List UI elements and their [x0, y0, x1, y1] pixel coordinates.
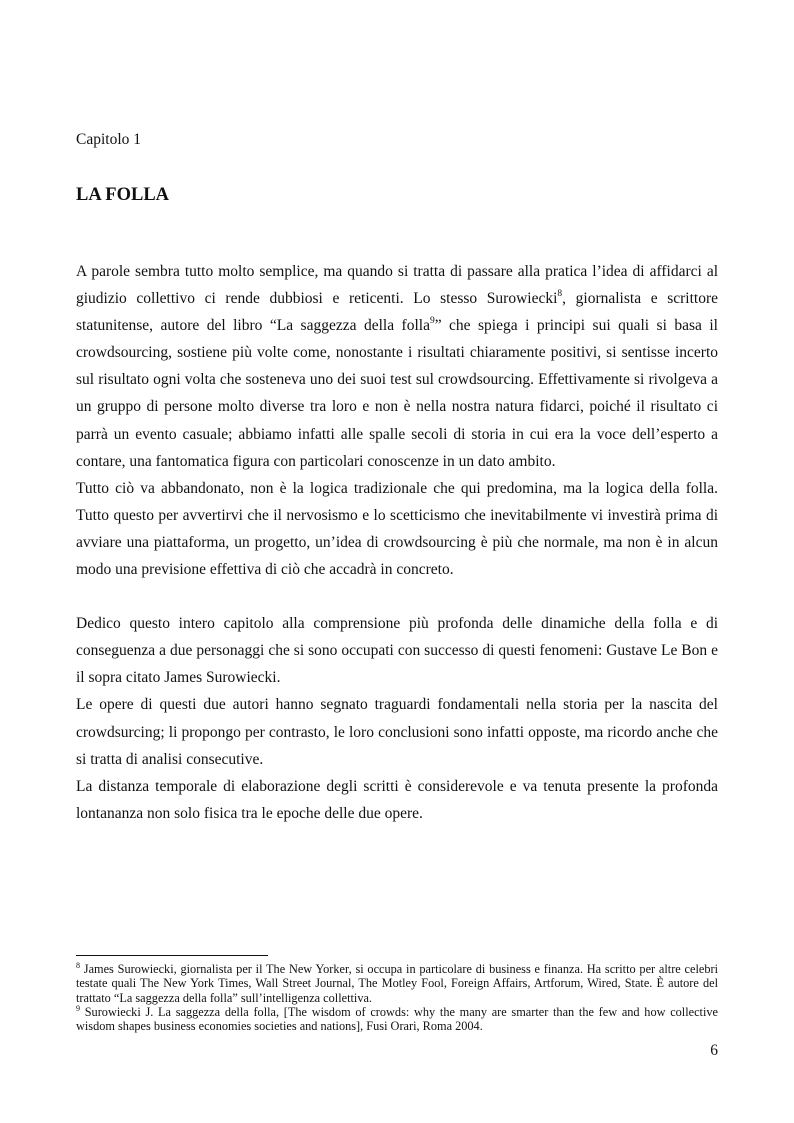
paragraph-1 — [76, 258, 718, 475]
footnote-8 — [76, 962, 718, 1005]
paragraph-2: Tutto ciò va abbandonato, non è la logica tradizionale che qui predomina, ma la logica della folla. Tutto questo per avvertirvi che il nervosismo e lo scetticismo che inevitabilmente vi investirà prima di avviare una piattaforma, un progetto, un’idea di crowdsourcing è più che normale, ma non è in alcun modo una previsione effettiva di ciò che accadrà in concreto. — [76, 479, 718, 579]
footnote-number: 9 — [76, 1003, 80, 1013]
footnote-ref-8[interactable]: 8 — [557, 289, 563, 300]
footnote-9 — [76, 1005, 718, 1034]
page-number: 6 — [710, 1042, 718, 1059]
paragraph-5: La distanza temporale di elaborazione degli scritti è considerevole e va tenuta presente la profonda lontananza non solo fisica tra le epoche delle due opere. — [76, 777, 718, 822]
paragraph-4: Le opere di questi due autori hanno segnato traguardi fondamentali nella storia per la nascita del crowdsurcing; li propongo per contrasto, le loro conclusioni sono infatti opposte, ma ricordo anche che si tratta di analisi consecutive. — [76, 696, 718, 768]
footnote-ref-9[interactable]: 9 — [429, 316, 435, 327]
footnote-divider — [76, 955, 268, 956]
body-text — [76, 258, 718, 827]
paragraph-3: Dedico questo intero capitolo alla comprensione più profonda delle dinamiche della folla e di conseguenza a due personaggi che si sono occupati con successo di questi fenomeni: Gustave Le Bon e il sopra citato James Surowiecki. — [76, 615, 718, 687]
chapter-title: LA FOLLA — [76, 185, 170, 205]
chapter-label: Capitolo 1 — [76, 131, 142, 148]
paragraph-1-part-b: , giornalista e scrittore statunitense, autore del libro “La saggezza della folla — [76, 290, 718, 335]
footnote-text: Surowiecki J. La saggezza della folla, [The wisdom of crowds: why the many are smarter than the few and how collective wisdom shapes business economies societies and nations], Fusi Orari, Roma 2004. — [76, 1004, 718, 1034]
paragraph-1-part-c: ” che spiega i principi sui quali si basa il crowdsourcing, sostiene più volte come, nonostante i risultati chiaramente positivi, si sentisse incerto sul risultato ogni volta che sosteneva uno dei suoi test sul crowdsourcing. Effettivamente si rivolgeva a un gruppo di persone molto diverse tra loro e non è nella nostra natura fidarci, poiché il risultato ci parrà un evento casuale; abbiamo infatti alle spalle secoli di storia in cui era la voce dell’esperto a contare, una fantomatica figura con particolari conoscenze in un dato ambito. — [76, 317, 718, 470]
footnotes — [76, 962, 718, 1033]
paragraph-1-part-a: A parole sembra tutto molto semplice, ma quando si tratta di passare alla pratica l’idea di affidarci al giudizio collettivo ci rende dubbiosi e reticenti. Lo stesso Surowiecki — [76, 263, 718, 308]
footnote-text: James Surowiecki, giornalista per il The New Yorker, si occupa in particolare di business e finanza. Ha scritto per altre celebri testate quali The New York Times, Wall Street Journal, The Motley Fool, Foreign Affairs, Artforum, Wired, State. È autore del trattato “La saggezza della folla” sull’intelligenza collettiva. — [76, 962, 718, 1005]
footnote-number: 8 — [76, 961, 80, 970]
